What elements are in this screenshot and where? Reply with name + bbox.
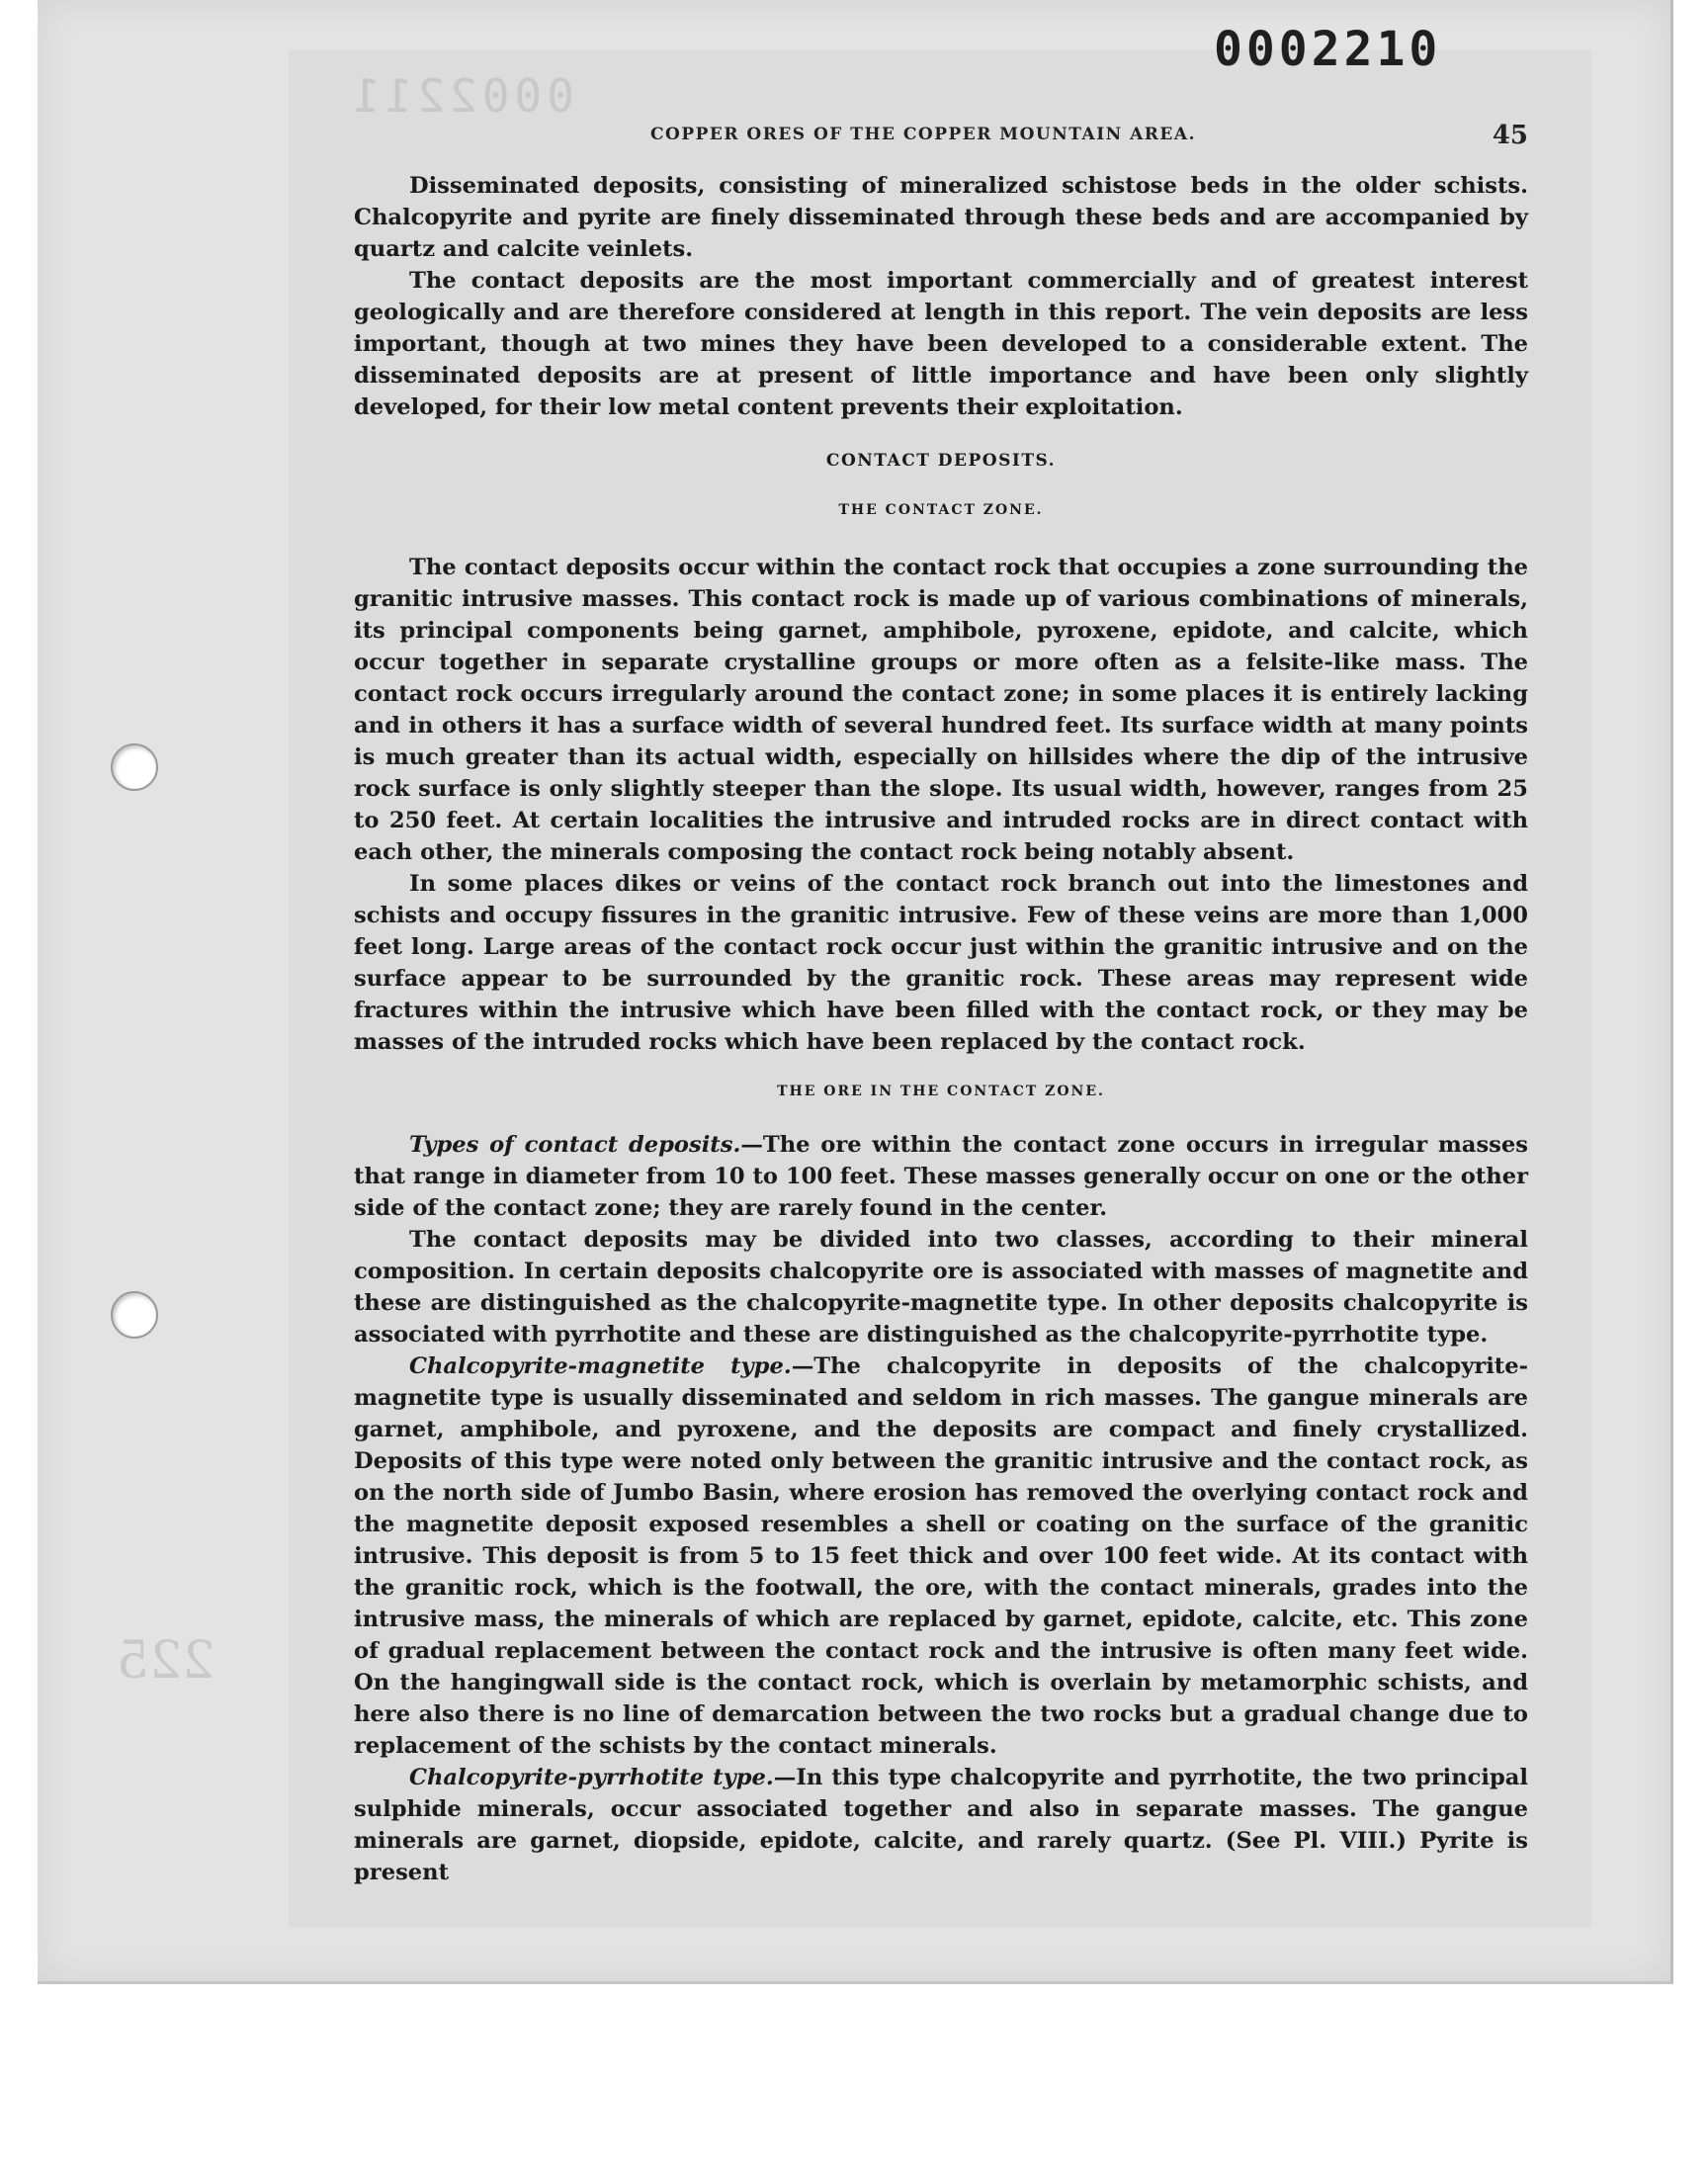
paragraph-two-classes: The contact deposits may be divided into two classes, according to their mineral composition. In certain deposits chalcopyrite ore is associated with masses of magnetite and these are distinguished as the chalcopyrite-magnetite type. In other deposits chalcopyrite is associated with pyrrhotite and these are distinguished as the chalcopyrite-pyrrhotite type. — [354, 1227, 1528, 1348]
bleed-through-page-number: 225 — [117, 1631, 215, 1691]
running-title: COPPER ORES OF THE COPPER MOUNTAIN AREA. — [650, 125, 1196, 144]
lead-types-of-deposits: Types of contact deposits. — [409, 1132, 741, 1158]
running-head — [354, 121, 1528, 154]
section-heading-contact-deposits: CONTACT DEPOSITS. — [825, 451, 1057, 471]
sub-heading-contact-zone: THE CONTACT ZONE. — [838, 502, 1044, 518]
paragraph-chalcopyrite-magnetite — [354, 1350, 1528, 1762]
paragraph-contact-rock: The contact deposits occur within the contact rock that occupies a zone surrounding the granitic intrusive masses. This contact rock is made up of various combinations of minerals, its principal components being garnet, amphibole, pyroxene, epidote, and calcite, which occur together in separate crystalline groups or more often as a felsite-like mass. The contact rock occurs irregularly around the contact zone; in some places it is entirely lacking and in others it has a surface width of several hundred feet. Its surface width at many points is much greater than its actual width, especially on hillsides where the dip of the intrusive rock surface is only slightly steeper than the slope. Its usual width, however, ranges from 25 to 250 feet. At certain localities the intrusive and intruded rocks are in direct contact with each other, the minerals composing the contact rock being notably absent. — [354, 555, 1528, 865]
paragraph-dikes-veins: In some places dikes or veins of the contact rock branch out into the limestones and schists and occupy fissures in the granitic intrusive. Few of these veins are more than 1,000 feet long. Large areas of the contact rock occur just within the granitic intrusive and on the surface appear to be surrounded by the granitic rock. These areas may represent wide fractures within the intrusive which have been filled with the contact rock, or they may be masses of the intruded rocks which have been replaced by the contact rock. — [354, 871, 1528, 1055]
text-types-of-deposits: —The ore within the contact zone occurs in irregular masses that range in diameter from 10 to 100 feet. These masses generally occur on one or the other side of the contact zone; they are rarely found in the center. — [354, 1132, 1528, 1221]
paragraph-disseminated: Disseminated deposits, consisting of mineralized schistose beds in the older schists. Chalcopyrite and pyrite are finely disseminated through these beds and are accompanied by quartz and calcite veinlets. — [354, 173, 1528, 262]
punch-hole-upper — [111, 743, 158, 791]
sub-heading-ore-in-contact-zone: THE ORE IN THE CONTACT ZONE. — [777, 1084, 1105, 1099]
paragraph-commercial-importance: The contact deposits are the most important commercially and of greatest interest geologically and are therefore considered at length in this report. The vein deposits are less important, though at two mines they have been developed to a considerable extent. The disseminated deposits are at present of little importance and have been only slightly developed, for their low metal content prevents their exploitation. — [354, 268, 1528, 420]
punch-hole-lower — [111, 1291, 158, 1339]
text-chalcopyrite-magnetite: —The chalcopyrite in deposits of the chalcopyrite-magnetite type is usually disseminated and seldom in rich masses. The gangue minerals are garnet, amphibole, and pyroxene, and the deposits are compact and finely crystallized. Deposits of this type were noted only between the granitic intrusive and the contact rock, as on the north side of Jumbo Basin, where erosion has removed the overlying contact rock and the magnetite deposit exposed resembles a shell or coating on the surface of the granitic intrusive. This deposit is from 5 to 15 feet thick and over 100 feet wide. At its contact with the granitic rock, which is the footwall, the ore, with the contact minerals, grades into the intrusive mass, the minerals of which are replaced by garnet, epidote, calcite, etc. This zone of gradual replacement between the contact rock and the intrusive is often many feet wide. On the hangingwall side is the contact rock, which is overlain by metamorphic schists, and here also there is no line of demarcation between the two rocks but a gradual change due to replacement of the schists by the contact minerals. — [354, 1353, 1528, 1759]
archive-stamp-number: 0002210 — [1214, 22, 1442, 77]
page-number: 45 — [1492, 121, 1528, 150]
lead-chalcopyrite-magnetite: Chalcopyrite-magnetite type. — [409, 1353, 792, 1379]
lead-chalcopyrite-pyrrhotite: Chalcopyrite-pyrrhotite type. — [409, 1765, 774, 1790]
paragraph-types-of-deposits — [354, 1129, 1528, 1224]
bleed-through-stamp: 0002211 — [348, 69, 574, 123]
body-text — [354, 170, 1528, 1888]
text-chalcopyrite-pyrrhotite: —In this type chalcopyrite and pyrrhotite, the two principal sulphide minerals, occur associated together and also in separate masses. The gangue minerals are garnet, diopside, epidote, calcite, and rarely quartz. (See Pl. VIII.) Pyrite is present — [354, 1765, 1529, 1885]
paragraph-chalcopyrite-pyrrhotite — [354, 1762, 1528, 1888]
